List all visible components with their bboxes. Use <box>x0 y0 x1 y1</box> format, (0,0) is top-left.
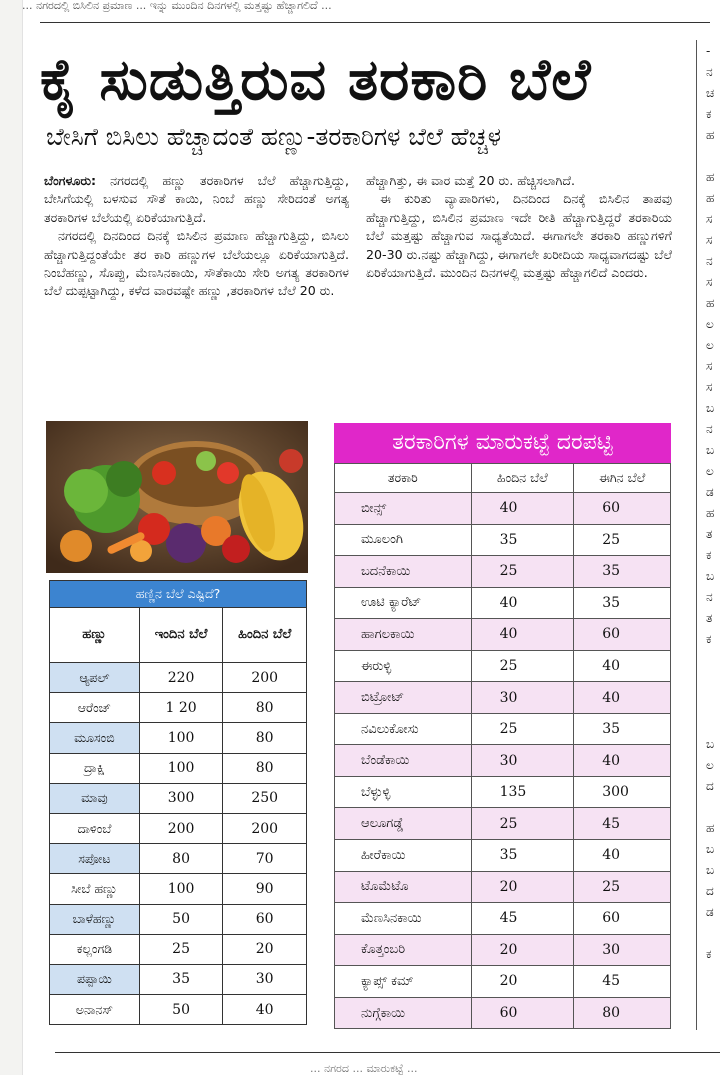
fruit-cell-name: ಮೂಸಂಬಿ <box>50 723 140 753</box>
side-char: ಕ <box>706 548 712 562</box>
veg-cell-current: 45 <box>574 966 671 998</box>
fruit-header-name: ಹಣ್ಣು <box>50 608 140 663</box>
veg-cell-current: 35 <box>574 587 671 619</box>
veg-cell-name: ಬಿಟ್ರೋಟ್ <box>335 682 472 714</box>
fruit-cell-name: ಸೀಬೆ ಹಣ್ಣು <box>50 874 140 904</box>
side-char: ಲ <box>706 338 714 352</box>
fruit-table-row <box>50 934 307 964</box>
veg-cell-name: ಬದನೆಕಾಯಿ <box>335 556 472 588</box>
veg-cell-previous: 25 <box>471 713 574 745</box>
side-char: ಸ <box>706 233 713 247</box>
fruit-cell-today: 35 <box>139 964 223 994</box>
top-cut-text: ... ನಗರದಲ್ಲಿ ಬಿಸಿಲಿನ ಪ್ರಮಾಣ ... ಇನ್ನು ಮುಂದಿನ ದಿನಗಳಲ್ಲಿ ಮತ್ತಷ್ಟು ಹೆಚ್ಚಾಗಲಿದೆ ... <box>22 0 332 12</box>
vegetable-price-table <box>334 423 671 1029</box>
veg-cell-previous: 25 <box>471 556 574 588</box>
side-char: ದ <box>706 779 714 793</box>
fruit-cell-previous: 30 <box>223 964 307 994</box>
fruit-table-row <box>50 693 307 723</box>
fruit-cell-name: ಪಪ್ಪಾಯಿ <box>50 964 140 994</box>
veg-table-row <box>335 776 671 808</box>
veg-cell-current: 35 <box>574 556 671 588</box>
fruit-cell-previous: 70 <box>223 844 307 874</box>
fruit-cell-today: 50 <box>139 995 223 1025</box>
side-char <box>706 691 720 712</box>
veg-cell-name: ಟೊಮೆಟೊ <box>335 871 472 903</box>
side-char: ಚ <box>706 86 715 100</box>
veg-cell-name: ಬೆಂಡೆಕಾಯಿ <box>335 745 472 777</box>
veg-table-row <box>335 966 671 998</box>
side-char: ಸ <box>706 275 713 289</box>
fruit-cell-name: ಬಾಳೆಹಣ್ಣು <box>50 904 140 934</box>
veg-cell-previous: 135 <box>471 776 574 808</box>
article-column-2 <box>366 172 672 282</box>
side-char <box>706 145 720 166</box>
veg-cell-previous: 25 <box>471 808 574 840</box>
veg-cell-current: 80 <box>574 997 671 1029</box>
side-char: ಬ <box>706 401 715 415</box>
fruit-cell-today: 100 <box>139 753 223 783</box>
fruit-cell-today: 100 <box>139 723 223 753</box>
article-paragraph-1 <box>44 172 349 227</box>
side-char: ಬ <box>706 443 715 457</box>
bottom-divider <box>55 1052 720 1053</box>
veg-cell-current: 40 <box>574 650 671 682</box>
fruit-header-previous: ಹಿಂದಿನ ಬೆಲೆ <box>223 608 307 663</box>
veg-cell-name: ಈರುಳ್ಳಿ <box>335 650 472 682</box>
side-char: ಕ <box>706 107 712 121</box>
veg-cell-current: 25 <box>574 524 671 556</box>
side-char: ಹ <box>706 128 715 142</box>
fruit-cell-previous: 20 <box>223 934 307 964</box>
page-margin <box>0 0 23 1075</box>
side-char <box>706 649 720 670</box>
veg-cell-current: 60 <box>574 903 671 935</box>
veg-cell-previous: 45 <box>471 903 574 935</box>
fruit-table-row <box>50 904 307 934</box>
fruit-cell-previous: 250 <box>223 783 307 813</box>
fruit-table-title: ಹಣ್ಣಿನ ಬೆಲೆ ಎಷ್ಟಿದೆ? <box>49 580 307 607</box>
veg-cell-previous: 20 <box>471 871 574 903</box>
veg-cell-previous: 35 <box>471 840 574 872</box>
fruit-cell-previous: 80 <box>223 753 307 783</box>
veg-cell-previous: 25 <box>471 650 574 682</box>
fruit-table-row <box>50 813 307 843</box>
veg-cell-previous: 20 <box>471 934 574 966</box>
side-char: ಸ <box>706 212 713 226</box>
veg-table-row <box>335 587 671 619</box>
adjacent-article-edge <box>706 40 720 1040</box>
side-char: ಕ <box>706 632 712 646</box>
veg-table-row <box>335 840 671 872</box>
bottom-cut-text: ... ನಗರದ ... ಮಾರುಕಟ್ಟೆ ... <box>310 1062 418 1075</box>
headline: ಕೈ ಸುಡುತ್ತಿರುವ ತರಕಾರಿ ಬೆಲೆ <box>40 47 592 113</box>
top-divider <box>40 22 710 23</box>
side-char: ನ <box>706 422 713 436</box>
veg-cell-current: 300 <box>574 776 671 808</box>
veg-cell-previous: 40 <box>471 619 574 651</box>
veg-table-row <box>335 524 671 556</box>
veg-cell-current: 30 <box>574 934 671 966</box>
veg-cell-previous: 40 <box>471 587 574 619</box>
veg-table-row <box>335 871 671 903</box>
side-char: ತ <box>706 611 713 625</box>
fruit-table-row <box>50 663 307 693</box>
fruit-cell-name: ಕಲ್ಲಂಗಡಿ <box>50 934 140 964</box>
veg-cell-name: ಬೀನ್ಸ್ <box>335 493 472 525</box>
side-char: ಲ <box>706 758 714 772</box>
side-char: ಡ <box>706 905 714 919</box>
veg-header-previous: ಹಿಂದಿನ ಬೆಲೆ <box>471 464 574 493</box>
side-char: ಲ <box>706 317 714 331</box>
fruit-cell-today: 200 <box>139 813 223 843</box>
veg-table-row <box>335 556 671 588</box>
side-char: ಸ <box>706 359 713 373</box>
veg-cell-previous: 30 <box>471 682 574 714</box>
vegetable-table-title: ತರಕಾರಿಗಳ ಮಾರುಕಟ್ಟೆ ದರಪಟ್ಟಿ <box>334 423 671 463</box>
veg-table-row <box>335 650 671 682</box>
fruit-header-today: ಇಂದಿನ ಬೆಲೆ <box>139 608 223 663</box>
side-char: ತ <box>706 527 713 541</box>
side-char: ಬ <box>706 863 715 877</box>
veg-cell-previous: 40 <box>471 493 574 525</box>
fruit-table-row <box>50 783 307 813</box>
fruit-cell-today: 80 <box>139 844 223 874</box>
veg-cell-name: ಊಟಿ ಕ್ಯಾರೆಟ್ <box>335 587 472 619</box>
fruit-cell-name: ಆ್ಯಪಲ್ <box>50 663 140 693</box>
fruit-cell-previous: 80 <box>223 723 307 753</box>
article-column-1 <box>44 172 349 301</box>
veg-cell-name: ನುಗ್ಗೆಕಾಯಿ <box>335 997 472 1029</box>
veg-cell-name: ಮೆಣಸಿನಕಾಯಿ <box>335 903 472 935</box>
article-paragraph-3: ಹೆಚ್ಚಾಗಿತ್ತು, ಈ ವಾರ ಮತ್ತೆ 20 ರು. ಹೆಚ್ಚಿಸಲಾಗಿದೆ. <box>366 173 575 188</box>
fruit-cell-today: 300 <box>139 783 223 813</box>
article-paragraph-2: ನಗರದಲ್ಲಿ ದಿನದಿಂದ ದಿನಕ್ಕೆ ಬಿಸಿಲಿನ ಪ್ರಮಾಣ ಹೆಚ್ಚಾಗುತ್ತಿದ್ದು, ಬಿಸಿಲು ಹೆಚ್ಚಾಗುತ್ತಿದ್ದಂತೆಯೇ ತರ ಕಾರಿ ಹಣ್ಣುಗಳ ಬೆಲೆಯಲ್ಲೂ ಏರಿಕೆಯಾಗುತ್ತಿದೆ. ನಿಂಬೆಹಣ್ಣು, ಸೊಪ್ಪು, ಮೆಣಸಿನಕಾಯಿ, ಸೌತೆಕಾಯಿ ಸೇರಿ ಅಗತ್ಯ ತರಕಾರಿಗಳ ಬೆಲೆ ದುಪ್ಪಟ್ಟಾಗಿದ್ದು, ಕಳೆದ ವಾರವಷ್ಟೇ ಹಣ್ಣು ,ತರಕಾರಿಗಳ ಬೆಲೆ 20 ರು. <box>44 228 349 299</box>
fruit-cell-today: 220 <box>139 663 223 693</box>
side-char: - <box>706 44 711 58</box>
fruit-table-row <box>50 753 307 783</box>
side-char: ಬ <box>706 569 715 583</box>
veg-header-current: ಈಗಿನ ಬೆಲೆ <box>574 464 671 493</box>
paragraph-text: ನಗರದಲ್ಲಿ ಹಣ್ಣು ತರಕಾರಿಗಳ ಬೆಲೆ ಹೆಚ್ಚಾಗುತ್ತಿದ್ದು, ಬೇಸಿಗೆಯಲ್ಲಿ ಬಳಸುವ ಸೌತೆ ಕಾಯಿ, ನಿಂಬೆ ಹಣ್ಣು ಸೇರಿದಂತೆ ಅಗತ್ಯ ತರಕಾರಿಗಳ ಬೆಲೆಯಲ್ಲಿ ಏರಿಕೆಯಾಗುತ್ತಿದೆ. <box>44 173 349 225</box>
subheadline: ಬೇಸಿಗೆ ಬಿಸಿಲು ಹೆಚ್ಚಾದಂತೆ ಹಣ್ಣು-ತರಕಾರಿಗಳ ಬೆಲೆ ಹೆಚ್ಚಳ <box>46 122 502 151</box>
veg-table-row <box>335 682 671 714</box>
veg-table-row <box>335 745 671 777</box>
fruit-table-row <box>50 844 307 874</box>
fruit-cell-previous: 90 <box>223 874 307 904</box>
veg-cell-current: 40 <box>574 682 671 714</box>
veg-cell-name: ಕೊತ್ತಂಬರಿ <box>335 934 472 966</box>
fruit-table-row <box>50 723 307 753</box>
fruit-cell-name: ದ್ರಾಕ್ಷಿ <box>50 753 140 783</box>
fruit-cell-previous: 200 <box>223 663 307 693</box>
side-char: ಬ <box>706 737 715 751</box>
veg-cell-name: ಹೀರೆಕಾಯಿ <box>335 840 472 872</box>
veg-cell-previous: 20 <box>471 966 574 998</box>
veg-cell-current: 40 <box>574 745 671 777</box>
fruit-cell-name: ಮಾವು <box>50 783 140 813</box>
fruit-cell-name: ದಾಳಿಂಬೆ <box>50 813 140 843</box>
side-char: ಸ <box>706 380 713 394</box>
side-char: ಹ <box>706 191 715 205</box>
veg-cell-name: ಆಲೂಗಡ್ಡೆ <box>335 808 472 840</box>
side-char <box>706 922 720 943</box>
fruit-cell-name: ಸಪೋಟ <box>50 844 140 874</box>
veg-cell-previous: 30 <box>471 745 574 777</box>
side-char: ನ <box>706 65 713 79</box>
fruit-cell-today: 1 20 <box>139 693 223 723</box>
vegetable-basket-illustration <box>46 421 308 573</box>
article-paragraph-4: ಈ ಕುರಿತು ವ್ಯಾಪಾರಿಗಳು, ದಿನದಿಂದ ದಿನಕ್ಕೆ ಬಿಸಿಲಿನ ತಾಪವು ಹೆಚ್ಚಾಗುತ್ತಿದ್ದು, ಬಿಸಿಲಿನ ಪ್ರಮಾಣ ಇದೇ ರೀತಿ ಹೆಚ್ಚಾಗುತ್ತಿದ್ದರೆ ತರಕಾರಿಯ ಬೆಲೆ ಮತ್ತಷ್ಟು ಹೆಚ್ಚಾಗುವ ಸಾಧ್ಯತೆಯಿದೆ. ಈಗಾಗಲೇ ತರಕಾರಿ ಹಣ್ಣುಗಳಿಗೆ 20-30 ರು.ನಷ್ಟು ಹೆಚ್ಚಾಗಿದ್ದು, ಈಗಾಗಲೇ ಖರೀದಿಯ ಸಾಧ್ಯವಾಗದಷ್ಟು ಬೆಲೆ ಏರಿಕೆಯಾಗುತ್ತಿದೆ. ಮುಂದಿನ ದಿನಗಳಲ್ಲಿ ಮತ್ತಷ್ಟು ಹೆಚ್ಚಾಗಲಿದೆ ಎಂದರು. <box>366 191 672 281</box>
side-char: ಹ <box>706 821 715 835</box>
fruit-cell-today: 100 <box>139 874 223 904</box>
fruit-cell-previous: 200 <box>223 813 307 843</box>
veg-cell-current: 35 <box>574 713 671 745</box>
fruit-table-row <box>50 964 307 994</box>
veg-cell-current: 40 <box>574 840 671 872</box>
veg-cell-name: ಮೂಲಂಗಿ <box>335 524 472 556</box>
veg-table-row <box>335 934 671 966</box>
side-char: ಹ <box>706 170 715 184</box>
veg-table-row <box>335 903 671 935</box>
side-char: ಲ <box>706 464 714 478</box>
side-char: ಹ <box>706 296 715 310</box>
veg-table-row <box>335 997 671 1029</box>
fruit-cell-name: ಅನಾನಸ್ <box>50 995 140 1025</box>
fruit-cell-previous: 60 <box>223 904 307 934</box>
fruit-cell-today: 50 <box>139 904 223 934</box>
side-char: ನ <box>706 254 713 268</box>
veg-cell-current: 45 <box>574 808 671 840</box>
fruit-price-table <box>49 580 307 1025</box>
fruit-cell-name: ಆರೆಂಜ್ <box>50 693 140 723</box>
veg-cell-current: 25 <box>574 871 671 903</box>
fruit-cell-today: 25 <box>139 934 223 964</box>
side-char: ಕ <box>706 947 712 961</box>
veg-cell-current: 60 <box>574 493 671 525</box>
veg-cell-previous: 35 <box>471 524 574 556</box>
veg-cell-name: ಬೆಳ್ಳುಳ್ಳಿ <box>335 776 472 808</box>
side-char: ದ <box>706 884 714 898</box>
veg-table-row <box>335 619 671 651</box>
fruit-table-row <box>50 995 307 1025</box>
veg-cell-name: ನವಿಲುಕೋಸು <box>335 713 472 745</box>
side-char: ನ <box>706 590 713 604</box>
veg-cell-name: ಹಾಗಲಕಾಯಿ <box>335 619 472 651</box>
side-char <box>706 796 720 817</box>
veg-table-row <box>335 808 671 840</box>
veg-cell-previous: 60 <box>471 997 574 1029</box>
veg-cell-current: 60 <box>574 619 671 651</box>
side-char: ಹ <box>706 506 715 520</box>
veg-table-row <box>335 493 671 525</box>
column-divider <box>696 40 697 1030</box>
veg-table-row <box>335 713 671 745</box>
fruit-cell-previous: 40 <box>223 995 307 1025</box>
fruit-cell-previous: 80 <box>223 693 307 723</box>
side-char <box>706 712 720 733</box>
veg-cell-name: ಕ್ಯಾಪ್ಸ್ ಕಮ್ <box>335 966 472 998</box>
fruit-table-row <box>50 874 307 904</box>
side-char: ಬ <box>706 842 715 856</box>
dateline: ಬೆಂಗಳೂರು: <box>44 173 97 188</box>
side-char <box>706 670 720 691</box>
vegetable-basket-photo <box>46 421 308 573</box>
veg-header-name: ತರಕಾರಿ <box>335 464 472 493</box>
side-char: ಡ <box>706 485 714 499</box>
